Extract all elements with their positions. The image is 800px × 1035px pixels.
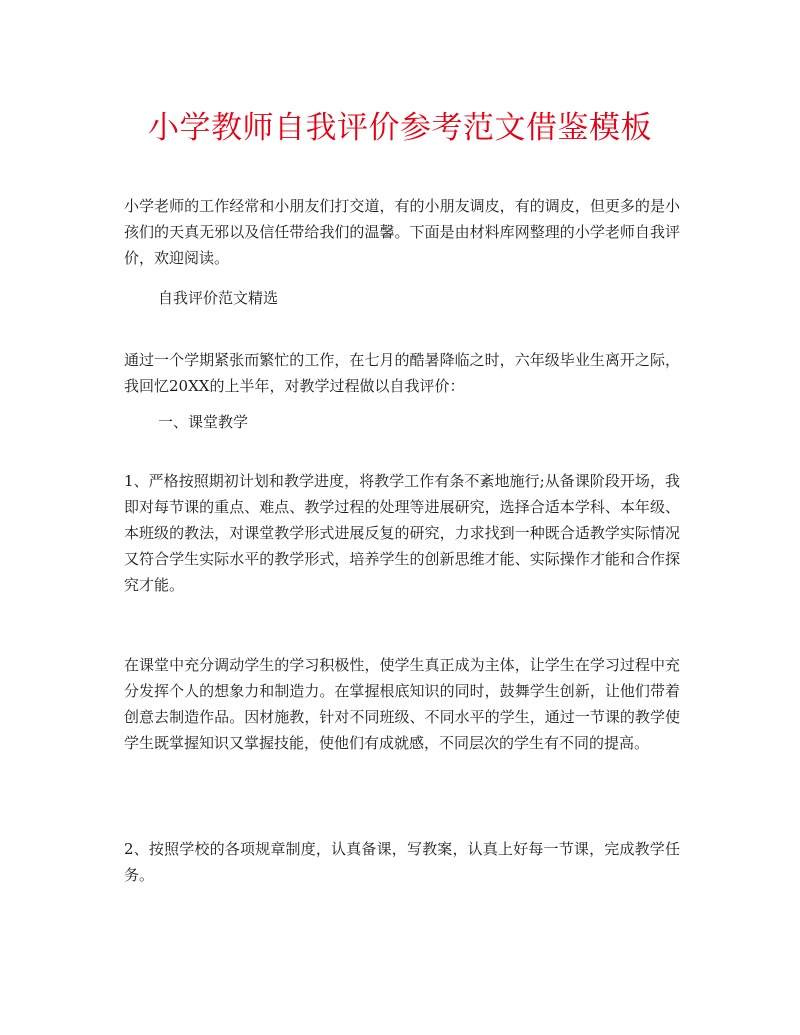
subheading: 自我评价范文精选 [158, 289, 279, 307]
point-two-paragraph: 2、按照学校的各项规章制度，认真备课，写教案，认真上好每一节课，完成教学任务。 [124, 840, 680, 884]
point-one-paragraph: 1、严格按照期初计划和教学进度，将教学工作有条不紊地施行;从备课阶段开场，我即对每节课的重点、难点、教学过程的处理等进展研究，选择合适本学科、本年级、本班级的教法，对课堂教学形式进展反复的研究，力求找到一种既合适教学实际情况又符合学生实际水平的教学形式，培养学生的创新思维才能、实际操作才能和合作探究才能。 [124, 472, 680, 594]
classroom-paragraph: 在课堂中充分调动学生的学习积极性，使学生真正成为主体，让学生在学习过程中充分发挥个人的想象力和制造力。在掌握根底知识的同时，鼓舞学生创新，让他们带着创意去制造作品。因材施教，针对不同班级、不同水平的学生，通过一节课的教学使学生既掌握知识又掌握技能，使他们有成就感，不同层次的学生有不同的提高。 [124, 656, 680, 752]
opening-paragraph: 通过一个学期紧张而繁忙的工作，在七月的酷暑降临之时，六年级毕业生离开之际，我回忆20XX的上半年，对教学过程做以自我评价： [124, 351, 680, 395]
section-heading: 一、课堂教学 [158, 413, 249, 431]
intro-paragraph: 小学老师的工作经常和小朋友们打交道，有的小朋友调皮，有的调皮，但更多的是小孩们的天真无邪以及信任带给我们的温馨。下面是由材料库网整理的小学老师自我评价，欢迎阅读。 [124, 197, 680, 267]
page-title: 小学教师自我评价参考范文借鉴模板 [148, 110, 652, 146]
